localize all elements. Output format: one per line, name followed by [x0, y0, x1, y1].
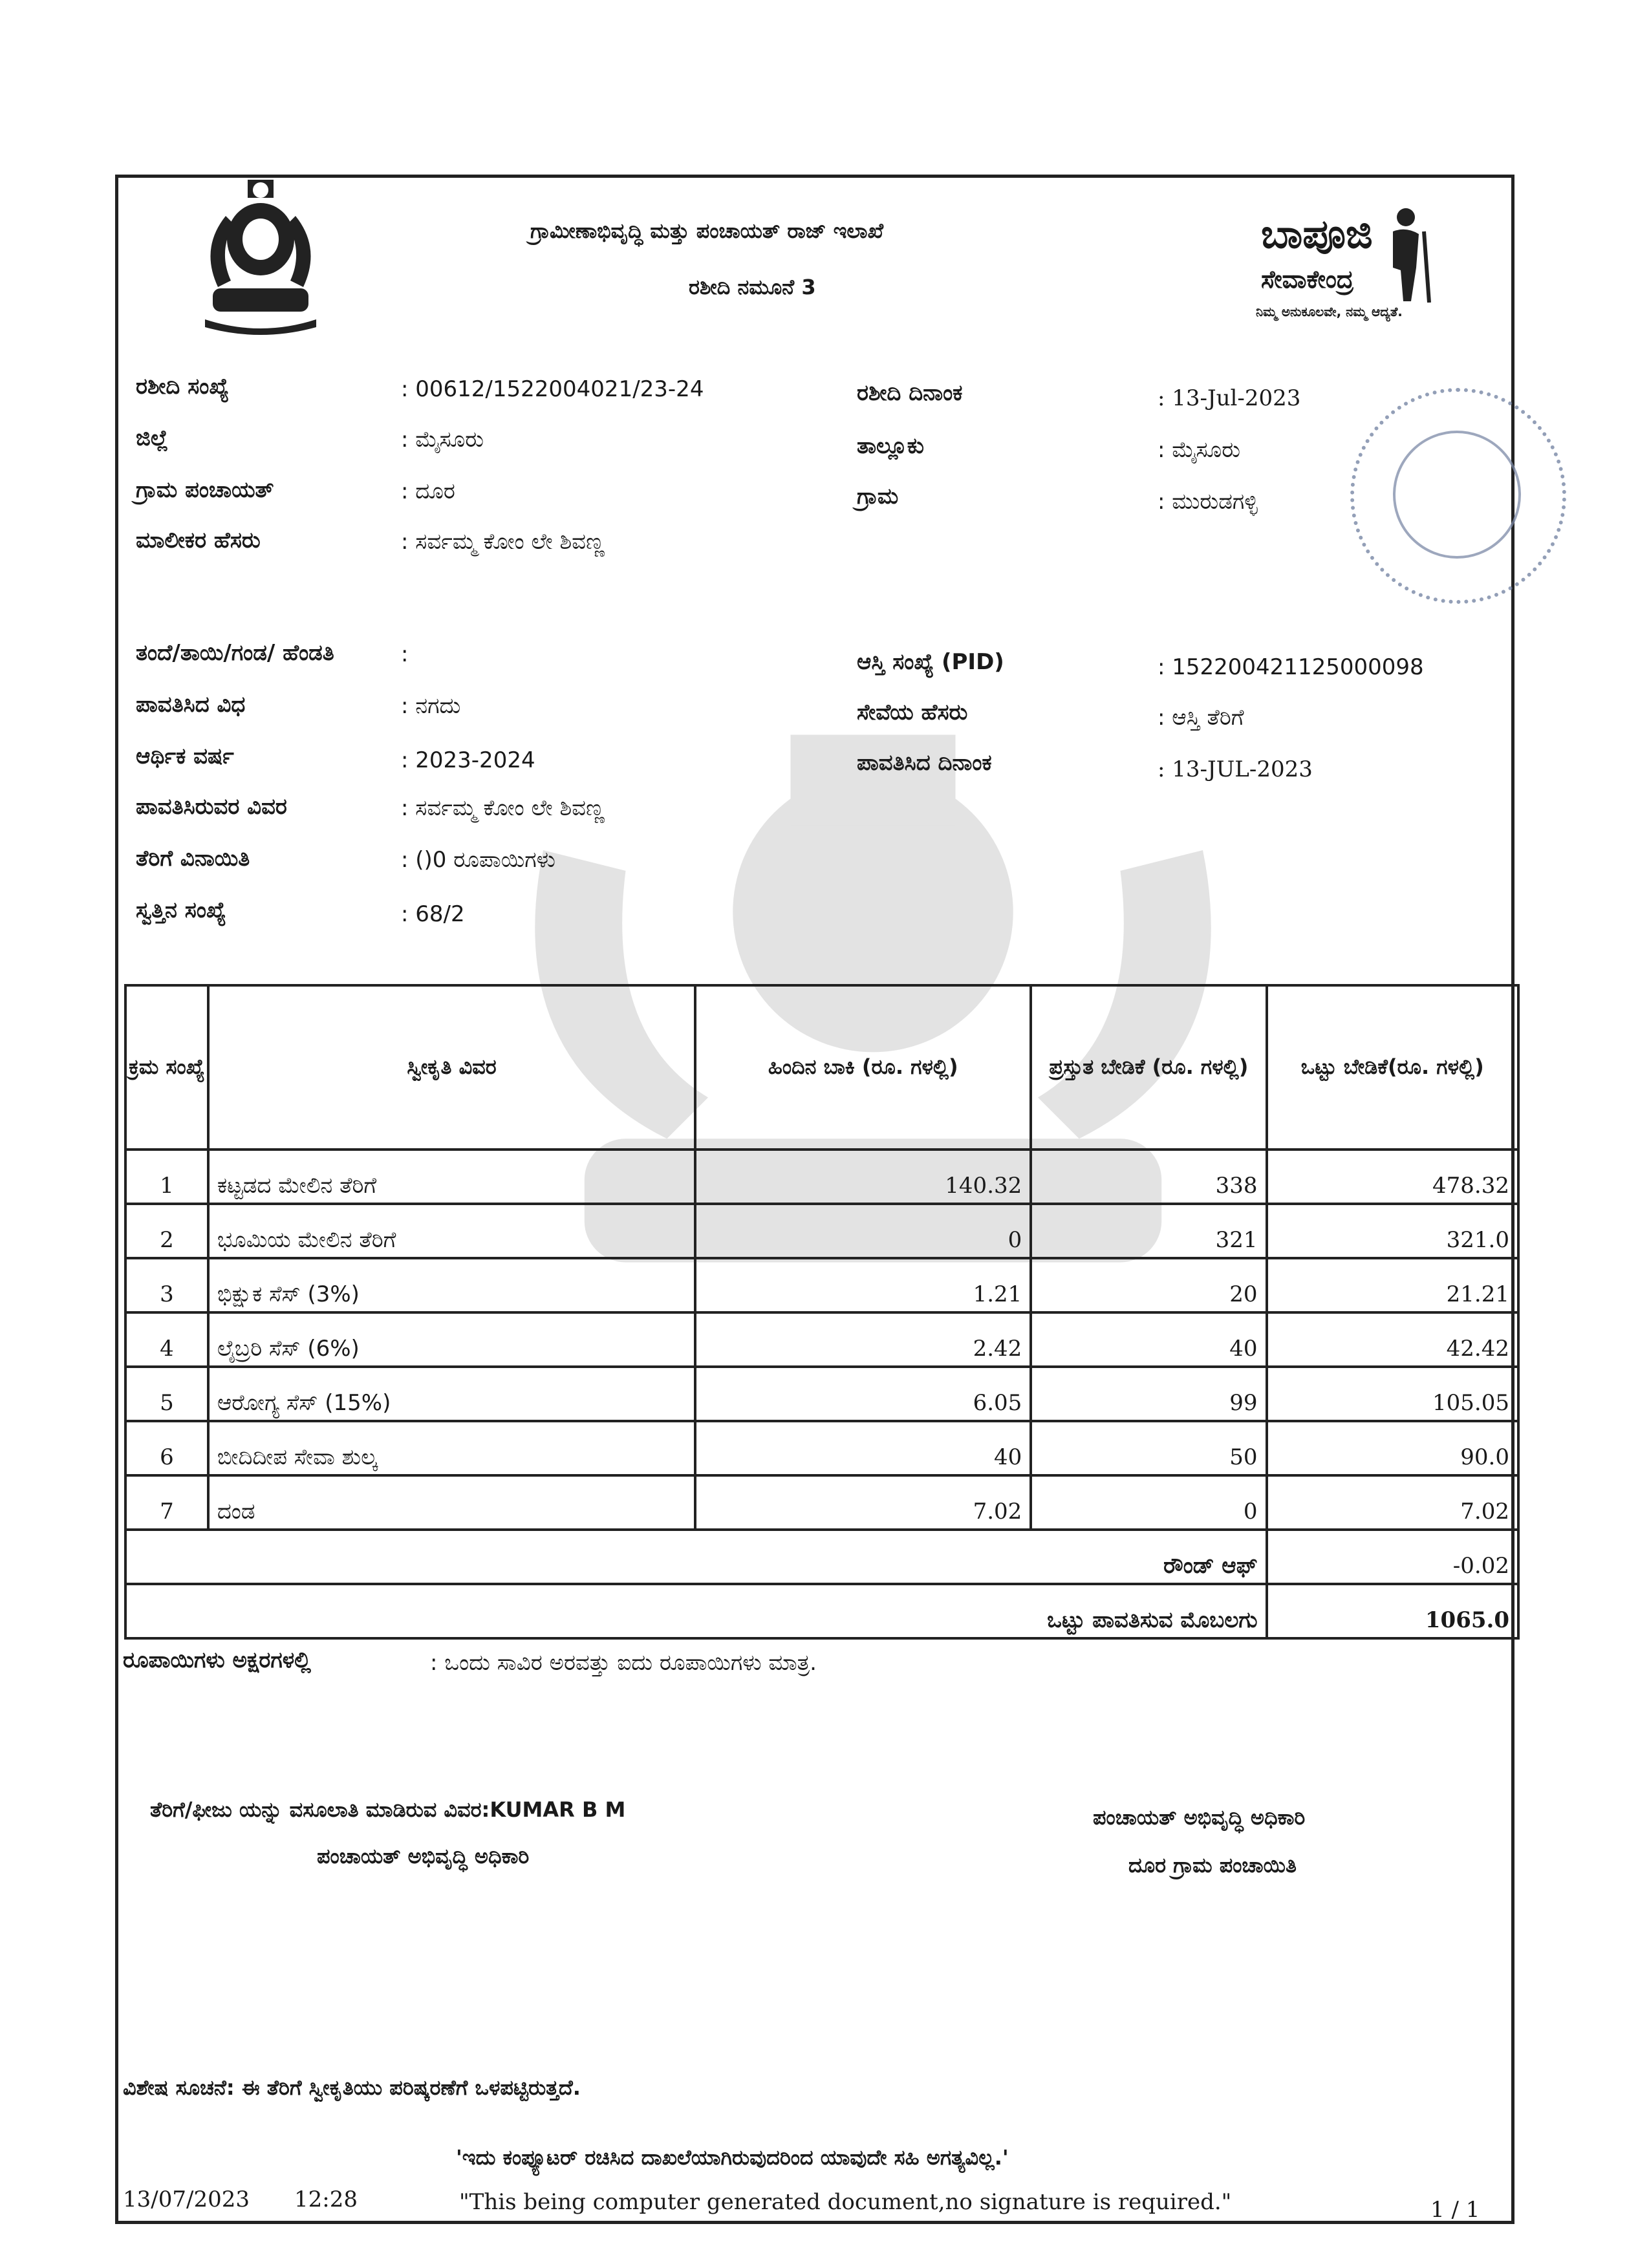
relation-label: ತಂದೆ/ತಾಯಿ/ಗಂಡ/ ಹೆಂಡತಿ — [136, 640, 334, 666]
village-value: : ಮುರುಡಗಳ್ಳಿ — [1158, 489, 1258, 515]
gandhi-figure-icon — [1377, 206, 1437, 303]
gram-panchayat-value: : ದೂರ — [401, 478, 455, 504]
row-description: ಲೈಬ್ರರಿ ಸೆಸ್ (6%) — [208, 1312, 695, 1367]
row-sl: 6 — [125, 1421, 208, 1475]
officer-designation: ಪಂಚಾಯತ್ ಅಭಿವೃದ್ಧಿ ಅಧಿಕಾರಿ — [1093, 1805, 1306, 1830]
taluk-value: : ಮೈಸೂರು — [1158, 437, 1241, 463]
village-label: ಗ್ರಾಮ — [857, 484, 899, 509]
form-title: ರಶೀದಿ ನಮೂನೆ 3 — [689, 275, 816, 299]
table-row — [125, 1421, 1518, 1475]
row-current-demand: 50 — [1031, 1421, 1266, 1475]
print-time: 12:28 — [294, 2187, 358, 2212]
collector-details: ತೆರಿಗೆ/ಫೀಜು ಯನ್ನು ವಸೂಲಾತಿ ಮಾಡಿರುವ ವಿವರ:KUMAR B M — [150, 1797, 626, 1822]
paid-date-value: : 13-JUL-2023 — [1158, 756, 1313, 782]
row-previous-balance: 40 — [695, 1421, 1031, 1475]
property-no-value: : 68/2 — [401, 901, 465, 927]
row-previous-balance: 140.32 — [695, 1150, 1031, 1204]
payment-mode-label: ಪಾವತಿಸಿದ ವಿಧ — [136, 692, 246, 718]
row-previous-balance: 1.21 — [695, 1258, 1031, 1312]
receipt-no-value: : 00612/1522004021/23-24 — [401, 376, 704, 402]
round-off-label: ರೌಂಡ್ ಆಫ್ — [125, 1530, 1267, 1584]
gram-panchayat-label: ಗ್ರಾಮ ಪಂಚಾಯತ್ — [136, 477, 274, 503]
kannada-computer-generated-note: 'ಇದು ಕಂಪ್ಯೂಟರ್ ರಚಿಸಿದ ದಾಖಲೆಯಾಗಿರುವುದರಿಂದ ಯಾವುದೇ ಸಹಿ ಅಗತ್ಯವಿಲ್ಲ.' — [456, 2145, 1009, 2170]
row-previous-balance: 0 — [695, 1204, 1031, 1258]
table-row — [125, 1204, 1518, 1258]
row-current-demand: 321 — [1031, 1204, 1266, 1258]
row-description: ಭಿಕ್ಷುಕ ಸೆಸ್ (3%) — [208, 1258, 695, 1312]
owner-name-value: : ಸರ್ವಮ್ಮ ಕೋಂ ಲೇ ಶಿವಣ್ಣ — [401, 529, 605, 555]
relation-value: : — [401, 641, 409, 667]
row-current-demand: 99 — [1031, 1367, 1266, 1421]
table-row — [125, 1312, 1518, 1367]
row-current-demand: 0 — [1031, 1475, 1266, 1530]
table-row — [125, 1258, 1518, 1312]
service-name-value: : ಆಸ್ತಿ ತೆರಿಗೆ — [1158, 705, 1244, 731]
row-total-demand: 21.21 — [1267, 1258, 1518, 1312]
row-total-demand: 90.0 — [1267, 1421, 1518, 1475]
row-sl: 1 — [125, 1150, 208, 1204]
row-current-demand: 20 — [1031, 1258, 1266, 1312]
financial-year-label: ಆರ್ಥಿಕ ವರ್ಷ — [136, 744, 234, 769]
table-header-row — [125, 985, 1518, 1150]
karnataka-emblem-icon — [189, 177, 332, 339]
payer-details-label: ಪಾವತಿಸಿರುವರ ವಿವರ — [136, 794, 287, 820]
district-value: : ಮೈಸೂರು — [401, 427, 484, 453]
col-header-description: ಸ್ವೀಕೃತಿ ವಿವರ — [208, 985, 695, 1150]
row-sl: 4 — [125, 1312, 208, 1367]
row-current-demand: 338 — [1031, 1150, 1266, 1204]
row-sl: 5 — [125, 1367, 208, 1421]
page-number: 1 / 1 — [1430, 2197, 1480, 2223]
paid-date-label: ಪಾವತಿಸಿದ ದಿನಾಂಕ — [857, 750, 992, 776]
tax-breakdown-table — [124, 984, 1520, 1640]
officer-office: ದೂರ ಗ್ರಾಮ ಪಂಚಾಯಿತಿ — [1128, 1853, 1297, 1878]
row-total-demand: 105.05 — [1267, 1367, 1518, 1421]
row-description: ಆರೋಗ್ಯ ಸೆಸ್ (15%) — [208, 1367, 695, 1421]
amount-in-words-label: ರೂಪಾಯಿಗಳು ಅಕ್ಷರಗಳಲ್ಲಿ — [123, 1647, 311, 1673]
table-row — [125, 1475, 1518, 1530]
table-row — [125, 1150, 1518, 1204]
row-current-demand: 40 — [1031, 1312, 1266, 1367]
district-label: ಜಿಲ್ಲೆ — [136, 425, 169, 451]
property-no-label: ಸ್ವತ್ತಿನ ಸಂಖ್ಯೆ — [136, 897, 226, 923]
row-previous-balance: 7.02 — [695, 1475, 1031, 1530]
table-row — [125, 1367, 1518, 1421]
col-header-previous-balance: ಹಿಂದಿನ ಬಾಕಿ (ರೂ. ಗಳಲ್ಲಿ) — [695, 985, 1031, 1150]
row-sl: 7 — [125, 1475, 208, 1530]
special-note: ವಿಶೇಷ ಸೂಚನೆ: ಈ ತೆರಿಗೆ ಸ್ವೀಕೃತಿಯು ಪರಿಷ್ಕರಣೆಗೆ ಒಳಪಟ್ಟಿರುತ್ತದೆ. — [123, 2075, 581, 2100]
official-seal-stamp — [1350, 388, 1566, 604]
tax-exemption-value: : ()0 ರೂಪಾಯಿಗಳು — [401, 847, 555, 873]
receipt-date-value: : 13-Jul-2023 — [1158, 385, 1301, 411]
brand-title: ಬಾಪೂಜಿ — [1261, 210, 1373, 257]
round-off-row — [125, 1530, 1518, 1584]
row-description: ಕಟ್ಟಡದ ಮೇಲಿನ ತೆರಿಗೆ — [208, 1150, 695, 1204]
pid-value: : 152200421125000098 — [1158, 654, 1424, 680]
row-sl: 2 — [125, 1204, 208, 1258]
grand-total-value: 1065.0 — [1267, 1584, 1518, 1638]
english-computer-generated-note: "This being computer generated document,no signature is required." — [459, 2189, 1232, 2215]
receipt-date-label: ರಶೀದಿ ದಿನಾಂಕ — [857, 380, 963, 406]
col-header-sl: ಕ್ರಮ ಸಂಖ್ಯೆ — [125, 985, 208, 1150]
row-total-demand: 321.0 — [1267, 1204, 1518, 1258]
print-date: 13/07/2023 — [123, 2187, 250, 2212]
owner-name-label: ಮಾಲೀಕರ ಹೆಸರು — [136, 528, 261, 553]
row-total-demand: 42.42 — [1267, 1312, 1518, 1367]
row-description: ಭೂಮಿಯ ಮೇಲಿನ ತೆರಿಗೆ — [208, 1204, 695, 1258]
row-previous-balance: 2.42 — [695, 1312, 1031, 1367]
payment-mode-value: : ನಗದು — [401, 693, 461, 719]
brand-subtitle: ಸೇವಾಕೇಂದ್ರ — [1261, 265, 1354, 294]
tax-exemption-label: ತೆರಿಗೆ ವಿನಾಯಿತಿ — [136, 846, 250, 872]
payer-details-value: : ಸರ್ವಮ್ಮ ಕೋಂ ಲೇ ಶಿವಣ್ಣ — [401, 795, 605, 821]
row-sl: 3 — [125, 1258, 208, 1312]
row-total-demand: 478.32 — [1267, 1150, 1518, 1204]
taluk-label: ತಾಲ್ಲೂಕು — [857, 433, 924, 459]
round-off-value: -0.02 — [1267, 1530, 1518, 1584]
row-description: ದಂಡ — [208, 1475, 695, 1530]
receipt-no-label: ರಶೀದಿ ಸಂಖ್ಯೆ — [136, 374, 230, 400]
grand-total-row — [125, 1584, 1518, 1638]
col-header-current-demand: ಪ್ರಸ್ತುತ ಬೇಡಿಕೆ (ರೂ. ಗಳಲ್ಲಿ) — [1031, 985, 1266, 1150]
amount-in-words-value: : ಒಂದು ಸಾವಿರ ಅರವತ್ತು ಐದು ರೂಪಾಯಿಗಳು ಮಾತ್ರ. — [430, 1650, 817, 1676]
pid-label: ಆಸ್ತಿ ಸಂಖ್ಯೆ (PID) — [857, 649, 1004, 675]
col-header-total-demand: ಒಟ್ಟು ಬೇಡಿಕೆ(ರೂ. ಗಳಲ್ಲಿ) — [1267, 985, 1518, 1150]
row-total-demand: 7.02 — [1267, 1475, 1518, 1530]
collector-designation: ಪಂಚಾಯತ್ ಅಭಿವೃದ್ಧಿ ಅಧಿಕಾರಿ — [317, 1844, 530, 1868]
row-previous-balance: 6.05 — [695, 1367, 1031, 1421]
brand-tagline: ನಿಮ್ಮ ಅನುಕೂಲವೇ, ನಮ್ಮ ಆದ್ಯತೆ. — [1256, 304, 1403, 319]
grand-total-label: ಒಟ್ಟು ಪಾವತಿಸುವ ಮೊಬಲಗು — [125, 1584, 1267, 1638]
financial-year-value: : 2023-2024 — [401, 747, 535, 773]
department-title: ಗ್ರಾಮೀಣಾಭಿವೃದ್ಧಿ ಮತ್ತು ಪಂಚಾಯತ್ ರಾಜ್ ಇಲಾಖೆ — [530, 219, 884, 243]
service-name-label: ಸೇವೆಯ ಹೆಸರು — [857, 700, 968, 725]
row-description: ಬೀದಿದೀಪ ಸೇವಾ ಶುಲ್ಕ — [208, 1421, 695, 1475]
